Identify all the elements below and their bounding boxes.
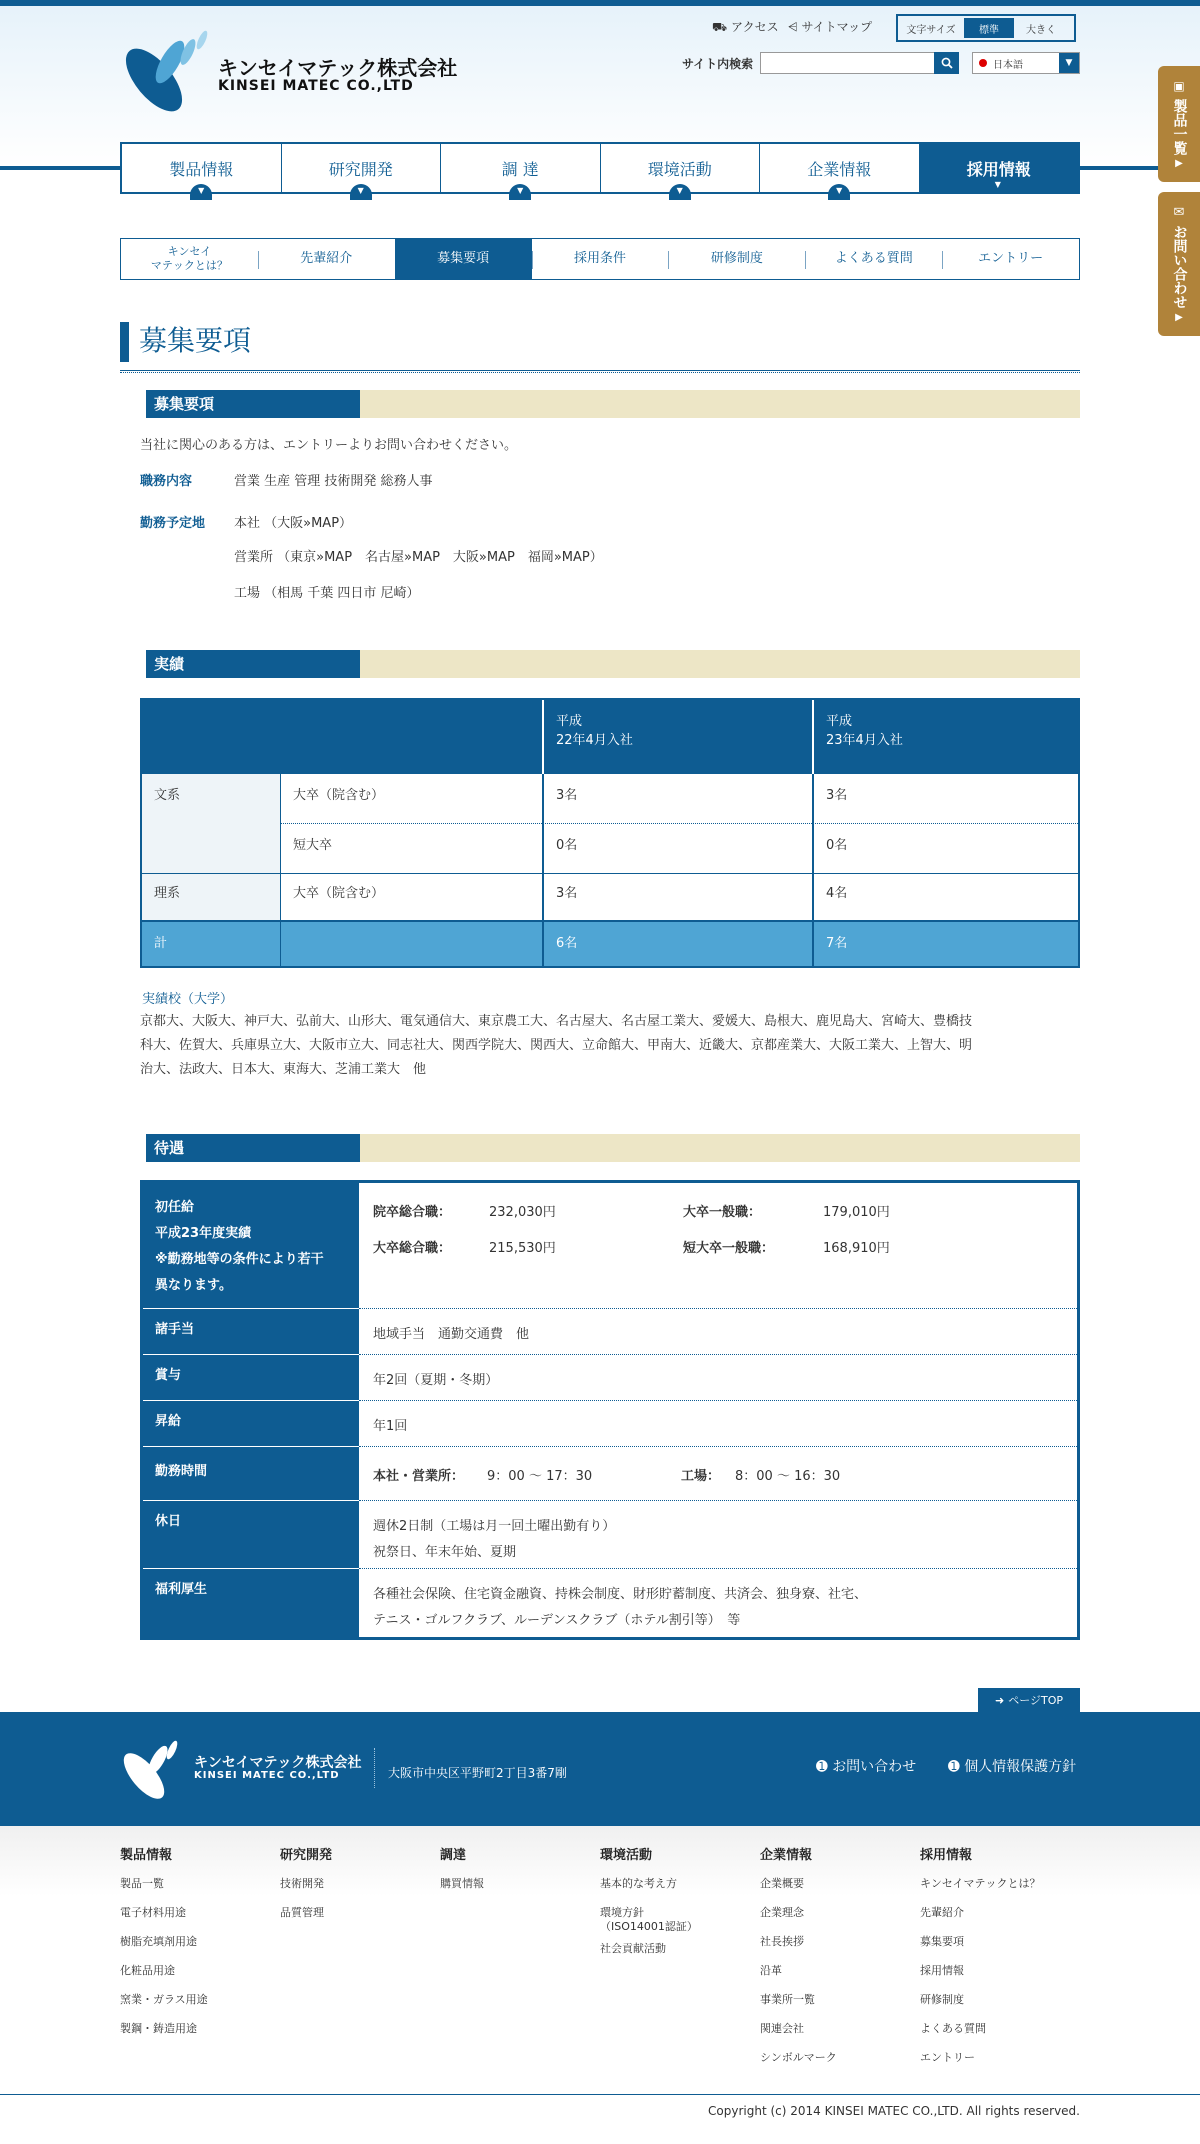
table-total-blank: [280, 920, 542, 966]
hours-label: 勤務時間: [143, 1447, 359, 1501]
footer-link[interactable]: 企業理念: [760, 1906, 804, 1919]
raise-label: 昇給: [143, 1401, 359, 1447]
schools-list-3: 治大、法政大、日本大、東海大、芝浦工業大 他: [140, 1062, 427, 1077]
search-label: サイト内検索: [682, 57, 754, 71]
search-icon: [941, 57, 953, 69]
play-icon: ▶: [1175, 312, 1183, 323]
results-table: [140, 698, 1080, 968]
recruit-intro: 当社に関心のある方は、エントリーよりお問い合わせください。: [140, 438, 518, 453]
table-total-cell: 6名: [542, 920, 812, 966]
page-title: 募集要項: [120, 322, 251, 362]
footer-link[interactable]: 関連会社: [760, 2022, 804, 2035]
salary-univ-general-value: 179,010円: [823, 1205, 890, 1220]
footer-link[interactable]: シンボルマーク: [760, 2051, 837, 2064]
table-group-bunkei: 文系: [142, 774, 280, 874]
salary-univ-career-value: 215,530円: [489, 1241, 556, 1256]
salary-junior-label: 短大卒一般職：: [683, 1241, 775, 1256]
chevron-down-icon: ▼: [509, 184, 531, 200]
footer-link[interactable]: 樹脂充填剤用途: [120, 1935, 197, 1948]
table-row-type: 大卒（院含む）: [280, 774, 542, 824]
table-cell: 0名: [542, 824, 812, 874]
salary-row: [359, 1183, 1077, 1309]
chevron-down-icon: ▼: [190, 184, 212, 200]
schools-list-2: 科大、佐賀大、兵庫県立大、大阪市立大、同志社大、関西学院大、関西大、立命館大、甲南大、近畿大、京都産業大、大阪工業大、上智大、明: [140, 1038, 973, 1053]
footer-link[interactable]: 製品一覧: [120, 1877, 164, 1890]
search-input[interactable]: [760, 52, 936, 74]
side-tab-contact[interactable]: ✉ お問い合わせ ▶: [1158, 192, 1200, 336]
side-tab-products[interactable]: ▣ 製品一覧 ▶: [1158, 66, 1200, 182]
font-size-switcher: [896, 14, 1076, 42]
footer-link[interactable]: 購買情報: [440, 1877, 484, 1890]
footer-link[interactable]: 募集要項: [920, 1935, 964, 1948]
subnav-training[interactable]: 研修制度: [668, 239, 805, 279]
footer-link[interactable]: 電子材料用途: [120, 1906, 186, 1919]
table-cell: 3名: [542, 874, 812, 920]
benefit-label: 福利厚生: [143, 1569, 359, 1637]
flag-japan-icon: [979, 59, 987, 67]
box-icon: ▣: [1173, 79, 1185, 93]
footer-band: [0, 1712, 1200, 1826]
chevron-down-icon: ▼: [1059, 53, 1079, 73]
chevron-right-icon: ➊: [816, 1759, 828, 1775]
gnav-company[interactable]: 企業情報 ▼: [760, 144, 920, 192]
footer-company-jp: キンセイマテック株式会社: [194, 1755, 362, 1771]
footer-link[interactable]: 基本的な考え方: [600, 1877, 677, 1890]
footer-contact-link[interactable]: ➊ お問い合わせ: [816, 1759, 917, 1775]
table-total-label: 計: [142, 920, 280, 966]
footer-privacy-link[interactable]: ➊ 個人情報保護方針: [948, 1759, 1077, 1775]
font-size-label: 文字サイズ: [906, 24, 956, 36]
play-icon: ▶: [1175, 158, 1183, 169]
logo-mark-icon: [118, 22, 218, 126]
gnav-research[interactable]: 研究開発 ▼: [282, 144, 442, 192]
welfare-table: [140, 1180, 1080, 1640]
language-select[interactable]: 日本語 ▼: [972, 52, 1080, 74]
job-value: 営業 生産 管理 技術開発 総務人事: [234, 474, 433, 489]
section-header-recruit: 募集要項: [140, 390, 1080, 418]
holiday-row: 週休2日制（工場は月一回土曜出勤有り） 祝祭日、年末年始、夏期: [359, 1501, 1077, 1569]
footer-address: 大阪市中央区平野町2丁目3番7剛: [388, 1766, 567, 1780]
footer-link[interactable]: 採用情報: [920, 1964, 964, 1977]
table-row-type: 大卒（院含む）: [280, 874, 542, 920]
footer-link[interactable]: 窯業・ガラス用途: [120, 1993, 208, 2006]
search-button[interactable]: [934, 52, 959, 74]
allowance-label: 諸手当: [143, 1309, 359, 1355]
footer-link[interactable]: 企業概要: [760, 1877, 804, 1890]
table-header-col2: 平成 23年4月入社: [812, 700, 1078, 774]
chevron-down-icon: ▼: [669, 184, 691, 200]
salary-junior-value: 168,910円: [823, 1241, 890, 1256]
holiday-label: 休日: [143, 1501, 359, 1569]
page-top-button[interactable]: ➜ ページTOP: [978, 1688, 1080, 1712]
global-nav: [120, 142, 1080, 194]
section-header-welfare: 待遇: [140, 1134, 1080, 1162]
table-row-type: 短大卒: [280, 824, 542, 874]
raise-row: 年1回: [359, 1401, 1077, 1447]
table-header-blank: [142, 700, 542, 774]
section-header-results: 実績: [140, 650, 1080, 678]
gnav-recruit[interactable]: 採用情報 ▼: [920, 144, 1079, 192]
logo-mark-icon: [120, 1732, 190, 1808]
mail-icon: ✉: [1173, 205, 1185, 220]
title-underline: [120, 370, 1080, 373]
hours-row: 本社・営業所： 9：00 ～ 17：30 工場： 8：00 ～ 16：30: [359, 1447, 1077, 1501]
footer-col-environment: 環境活動 基本的な考え方 環境方針 （ISO14001認証） 社会貢献活動: [600, 1848, 698, 1955]
benefit-row: 各種社会保険、住宅資金融資、持株会制度、財形貯蓄制度、共済会、独身寮、社宅、 テニス・ゴルフクラブ、ルーデンスクラブ（ホテル割引等） 等: [373, 1587, 868, 1628]
salary-univ-general-label: 大卒一般職：: [683, 1205, 762, 1220]
font-standard-button[interactable]: 標準: [964, 18, 1014, 38]
table-cell: 0名: [812, 824, 1078, 874]
chevron-right-icon: ➊: [948, 1759, 960, 1775]
footer-link[interactable]: 沿革: [760, 1964, 782, 1977]
footer-col-company: 企業情報 企業概要 企業理念 社長挨拶 沿革 事業所一覧 関連会社 シンボルマーク: [760, 1848, 837, 2064]
table-group-rikei: 理系: [142, 874, 280, 920]
gnav-environment[interactable]: 環境活動 ▼: [601, 144, 761, 192]
footer-link[interactable]: 研修制度: [920, 1993, 964, 2006]
footer-col-products: 製品情報 製品一覧 電子材料用途 樹脂充填剤用途 化粧品用途 窯業・ガラス用途 製鋼・鋳造用途: [120, 1848, 208, 2035]
subnav-conditions[interactable]: 採用条件: [532, 239, 669, 279]
subnav-requirements[interactable]: 募集要項: [395, 239, 532, 279]
schools-label: 実績校（大学）: [142, 992, 234, 1007]
subnav-seniors[interactable]: 先輩紹介: [258, 239, 395, 279]
footer-link[interactable]: キンセイマテックとは？: [920, 1877, 1041, 1890]
location-offices[interactable]: 営業所 （東京»MAP 名古屋»MAP 大阪»MAP 福岡»MAP）: [234, 550, 603, 565]
company-name-jp: キンセイマテック株式会社: [218, 56, 458, 80]
location-hq[interactable]: 本社 （大阪»MAP）: [234, 516, 353, 531]
chevron-down-icon: ▼: [828, 184, 850, 200]
company-name-en: KINSEI MATEC CO.,LTD: [218, 78, 414, 94]
salary-grad-label: 院卒総合職：: [373, 1205, 452, 1220]
location-label: 勤務予定地: [140, 516, 206, 531]
table-cell: 4名: [812, 874, 1078, 920]
subnav-faq[interactable]: よくある質問: [805, 239, 942, 279]
salary-univ-career-label: 大卒総合職：: [373, 1241, 452, 1256]
chevron-down-icon: ▼: [350, 184, 372, 200]
salary-grad-value: 232,030円: [489, 1205, 556, 1220]
footer-link[interactable]: 社長挨拶: [760, 1935, 804, 1948]
schools-list-1: 京都大、大阪大、神戸大、弘前大、山形大、電気通信大、東京農工大、名古屋大、名古屋工業大、愛媛大、島根大、鹿児島大、宮崎大、豊橋技: [140, 1014, 973, 1029]
bonus-label: 賞与: [143, 1355, 359, 1401]
footer-col-research: 研究開発 技術開発 品質管理: [280, 1848, 333, 1919]
access-icon: ⛟: [712, 20, 728, 34]
table-cell: 3名: [812, 774, 1078, 824]
footer-link[interactable]: 先輩紹介: [920, 1906, 964, 1919]
font-large-button[interactable]: 大きく: [1026, 24, 1056, 36]
footer-link[interactable]: 化粧品用途: [120, 1964, 175, 1977]
table-header-col1: 平成 22年4月入社: [542, 700, 812, 774]
arrow-up-icon: ➜: [994, 1693, 1005, 1707]
footer-link[interactable]: 製鋼・鋳造用途: [120, 2022, 197, 2035]
subnav-entry[interactable]: エントリー: [942, 239, 1079, 279]
gnav-products[interactable]: 製品情報 ▼: [122, 144, 282, 192]
allowance-row: 地域手当 通勤交通費 他: [359, 1309, 1077, 1355]
sub-nav: [120, 238, 1080, 280]
footer-company-en: KINSEI MATEC CO.,LTD: [194, 1770, 340, 1781]
sitemap-icon: ⩤: [788, 20, 798, 34]
bonus-row: 年2回（夏期・冬期）: [359, 1355, 1077, 1401]
footer-link[interactable]: 品質管理: [280, 1906, 324, 1919]
table-total-cell: 7名: [812, 920, 1078, 966]
footer-divider: [374, 1748, 375, 1788]
footer-link[interactable]: 社会貢献活動: [600, 1942, 666, 1955]
table-cell: 3名: [542, 774, 812, 824]
footer-link[interactable]: 技術開発: [280, 1877, 324, 1890]
footer-link[interactable]: 事業所一覧: [760, 1993, 815, 2006]
chevron-down-icon: ▼: [994, 180, 1001, 189]
footer-link[interactable]: よくある質問: [920, 2022, 986, 2035]
footer-col-procurement: 調達 購買情報: [440, 1848, 484, 1890]
job-label: 職務内容: [140, 474, 193, 489]
copyright-divider: [0, 2094, 1200, 2095]
footer-link[interactable]: 環境方針 （ISO14001認証）: [600, 1906, 698, 1933]
company-logo[interactable]: [118, 22, 458, 126]
subnav-about[interactable]: キンセイ マテックとは？: [150, 245, 228, 272]
sitemap-link[interactable]: ⩤ サイトマップ: [788, 20, 873, 34]
access-link[interactable]: ⛟ アクセス: [712, 20, 779, 34]
location-factories: 工場 （相馬 千葉 四日市 尼崎）: [234, 586, 420, 601]
footer-link[interactable]: エントリー: [920, 2051, 975, 2064]
gnav-procurement[interactable]: 調 達 ▼: [441, 144, 601, 192]
copyright: Copyright (c) 2014 KINSEI MATEC CO.,LTD. All rights reserved.: [708, 2104, 1080, 2118]
footer-col-recruit: 採用情報 キンセイマテックとは？ 先輩紹介 募集要項 採用情報 研修制度 よくある質問 エントリー: [920, 1848, 1041, 2064]
salary-label: 初任給 平成23年度実績 ※勤務地等の条件により若干 異なります。: [143, 1183, 359, 1309]
